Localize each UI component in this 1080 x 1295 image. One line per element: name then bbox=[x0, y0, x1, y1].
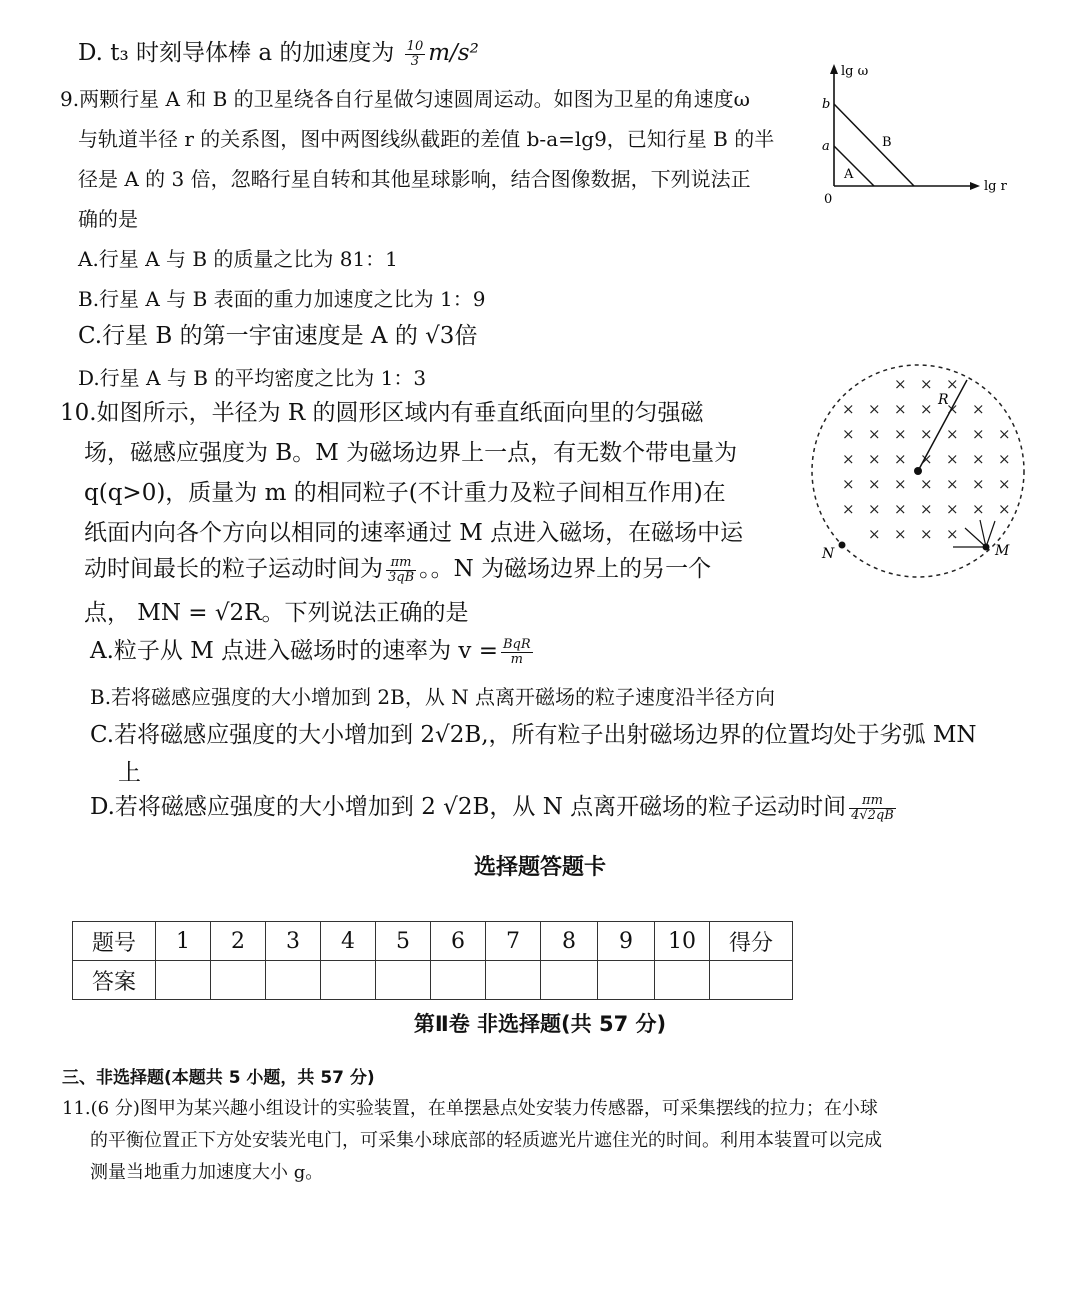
field-x-mark: × bbox=[998, 500, 1011, 518]
q11-line-2: 的平衡位置正下方处安装光电门，可采集小球底部的轻质遮光片遮住光的时间。利用本装置可以完成 bbox=[90, 1130, 882, 1151]
q11-line-1: 11.(6 分)图甲为某兴趣小组设计的实验装置，在单摆悬点处安装力传感器，可采集摆线的拉力；在小球 bbox=[62, 1098, 878, 1119]
q10-stem-line-5 bbox=[84, 554, 711, 585]
field-x-mark: × bbox=[868, 400, 881, 418]
header-cell: 10 bbox=[655, 922, 710, 961]
field-x-mark: × bbox=[972, 450, 985, 468]
y-axis-arrow-icon bbox=[830, 64, 838, 74]
field-x-mark: × bbox=[894, 475, 907, 493]
field-x-mark: × bbox=[946, 475, 959, 493]
section-3-title: 三、非选择题(本题共 5 小题，共 57 分) bbox=[62, 1068, 375, 1088]
header-cell: 1 bbox=[156, 922, 211, 961]
q10-option-c-line-1: C.若将磁感应强度的大小增加到 2√2B,，所有粒子出射磁场边界的位置均处于劣弧 MN bbox=[90, 722, 977, 748]
curve-a-label: A bbox=[844, 167, 854, 182]
field-x-mark: × bbox=[920, 475, 933, 493]
field-x-mark: × bbox=[894, 400, 907, 418]
field-x-mark: × bbox=[894, 450, 907, 468]
point-n-label: N bbox=[822, 546, 835, 562]
field-x-mark: × bbox=[920, 425, 933, 443]
q10-stem-5-tail: 。。N 为磁场边界上的另一个 bbox=[419, 556, 712, 582]
velocity-arrow bbox=[986, 521, 995, 547]
q10-option-d bbox=[90, 792, 899, 823]
fraction-denominator: 3 bbox=[410, 53, 420, 69]
answer-cell[interactable] bbox=[266, 961, 321, 1000]
q8-option-d-text: D. t₃ 时刻导体棒 a 的加速度为 bbox=[78, 40, 395, 66]
velocity-arrows bbox=[953, 520, 995, 547]
q10-option-c-line-2: 上 bbox=[118, 760, 141, 786]
field-x-mark: × bbox=[842, 500, 855, 518]
header-cell: 8 bbox=[541, 922, 598, 961]
x-axis-arrow-icon bbox=[970, 182, 980, 190]
q9-stem-line-3: 径是 A 的 3 倍，忽略行星自转和其他星球影响，结合图像数据，下列说法正 bbox=[78, 167, 751, 191]
q9-option-a: A.行星 A 与 B 的质量之比为 81：1 bbox=[78, 247, 398, 271]
header-cell: 9 bbox=[598, 922, 655, 961]
field-x-mark: × bbox=[868, 425, 881, 443]
q9-stem-line-2: 与轨道半径 r 的关系图，图中两图线纵截距的差值 b-a=lg9，已知行星 B 的半 bbox=[78, 127, 775, 151]
q9-option-b: B.行星 A 与 B 表面的重力加速度之比为 1：9 bbox=[78, 287, 486, 311]
answer-cell[interactable] bbox=[541, 961, 598, 1000]
field-x-mark: × bbox=[946, 500, 959, 518]
field-marks-group bbox=[842, 375, 1011, 543]
q10-option-d-fraction bbox=[849, 794, 896, 823]
header-cell: 2 bbox=[211, 922, 266, 961]
q10-stem-line-1: 10.如图所示，半径为 R 的圆形区域内有垂直纸面向里的匀强磁 bbox=[60, 400, 704, 426]
field-x-mark: × bbox=[998, 425, 1011, 443]
radius-label: R bbox=[938, 392, 949, 408]
field-x-mark: × bbox=[998, 450, 1011, 468]
fraction-numerator: BqR bbox=[502, 636, 531, 652]
fraction-numerator: πm bbox=[849, 794, 896, 809]
field-x-mark: × bbox=[842, 425, 855, 443]
q9-graph bbox=[812, 60, 1012, 210]
fraction-denominator: 4√2qB bbox=[851, 807, 894, 823]
part-2-title: 第Ⅱ卷 非选择题(共 57 分) bbox=[413, 1012, 667, 1036]
fraction-numerator: πm bbox=[386, 556, 416, 571]
q10-option-a-fraction bbox=[501, 638, 533, 667]
field-x-mark: × bbox=[920, 525, 933, 543]
q10-time-fraction bbox=[386, 556, 416, 585]
field-x-mark: × bbox=[920, 500, 933, 518]
field-x-mark: × bbox=[972, 500, 985, 518]
answer-cell[interactable] bbox=[321, 961, 376, 1000]
header-cell: 6 bbox=[431, 922, 486, 961]
answer-card-table bbox=[72, 921, 793, 1000]
q10-stem-line-2: 场，磁感应强度为 B。M 为磁场边界上一点，有无数个带电量为 bbox=[84, 440, 738, 466]
q10-stem-line-3: q(q>0)，质量为 m 的相同粒子(不计重力及粒子间相互作用)在 bbox=[84, 480, 726, 506]
field-x-mark: × bbox=[868, 500, 881, 518]
answer-cell[interactable] bbox=[156, 961, 211, 1000]
q9-option-c: C.行星 B 的第一宇宙速度是 A 的 √3倍 bbox=[78, 323, 478, 349]
field-x-mark: × bbox=[972, 475, 985, 493]
origin-label: 0 bbox=[824, 192, 833, 207]
field-x-mark: × bbox=[842, 450, 855, 468]
field-x-mark: × bbox=[946, 375, 959, 393]
field-x-mark: × bbox=[868, 450, 881, 468]
field-x-mark: × bbox=[894, 375, 907, 393]
center-dot bbox=[914, 467, 922, 475]
q10-option-b: B.若将磁感应强度的大小增加到 2B，从 N 点离开磁场的粒子速度沿半径方向 bbox=[90, 685, 776, 709]
line-a bbox=[834, 146, 874, 186]
q10-stem-5-text: 动时间最长的粒子运动时间为 bbox=[84, 556, 383, 582]
field-x-mark: × bbox=[972, 425, 985, 443]
field-x-mark: × bbox=[894, 425, 907, 443]
field-x-mark: × bbox=[894, 525, 907, 543]
field-x-mark: × bbox=[894, 500, 907, 518]
score-cell[interactable] bbox=[710, 961, 793, 1000]
answer-cell[interactable] bbox=[211, 961, 266, 1000]
curve-b-label: B bbox=[882, 135, 892, 150]
table-row bbox=[73, 961, 793, 1000]
field-x-mark: × bbox=[946, 450, 959, 468]
field-x-mark: × bbox=[920, 450, 933, 468]
header-cell: 3 bbox=[266, 922, 321, 961]
field-x-mark: × bbox=[842, 400, 855, 418]
table-row bbox=[73, 922, 793, 961]
answer-cell[interactable] bbox=[376, 961, 431, 1000]
fraction-numerator: 10 bbox=[406, 38, 424, 54]
q10-option-d-text: D.若将磁感应强度的大小增加到 2 √2B，从 N 点离开磁场的粒子运动时间 bbox=[90, 794, 847, 820]
field-x-mark: × bbox=[946, 525, 959, 543]
point-n-dot bbox=[839, 542, 846, 549]
field-x-mark: × bbox=[946, 425, 959, 443]
q9-option-d: D.行星 A 与 B 的平均密度之比为 1：3 bbox=[78, 366, 427, 390]
fraction-denominator: m bbox=[510, 651, 523, 667]
y-axis-label: lg ω bbox=[841, 64, 869, 79]
q8-option-d bbox=[78, 38, 479, 69]
answer-cell[interactable] bbox=[431, 961, 486, 1000]
field-x-mark: × bbox=[946, 400, 959, 418]
answer-card-title: 选择题答题卡 bbox=[473, 855, 606, 880]
q9-stem-line-1: 9.两颗行星 A 和 B 的卫星绕各自行星做匀速圆周运动。如图为卫星的角速度ω bbox=[60, 87, 750, 111]
q11-line-3: 测量当地重力加速度大小 g。 bbox=[90, 1162, 324, 1183]
field-x-mark: × bbox=[972, 400, 985, 418]
q9-stem-line-4: 确的是 bbox=[78, 207, 138, 231]
field-x-mark: × bbox=[842, 475, 855, 493]
row-label-cell: 答案 bbox=[73, 961, 156, 1000]
q10-magnetic-field-figure bbox=[805, 358, 1031, 584]
field-x-mark: × bbox=[998, 475, 1011, 493]
field-x-mark: × bbox=[868, 475, 881, 493]
fraction-denominator: 3qB bbox=[388, 569, 415, 585]
q10-option-a-text: A.粒子从 M 点进入磁场时的速率为 v = bbox=[90, 638, 498, 664]
tick-b-label: b bbox=[822, 97, 831, 112]
x-axis-label: lg r bbox=[984, 179, 1007, 194]
q10-option-a bbox=[90, 636, 536, 667]
field-x-mark: × bbox=[920, 375, 933, 393]
tick-a-label: a bbox=[822, 139, 830, 154]
header-cell: 得分 bbox=[710, 922, 793, 961]
header-cell: 5 bbox=[376, 922, 431, 961]
answer-cell[interactable] bbox=[598, 961, 655, 1000]
q8-option-d-unit: m/s² bbox=[428, 40, 479, 66]
header-cell: 7 bbox=[486, 922, 541, 961]
answer-cell[interactable] bbox=[486, 961, 541, 1000]
point-m-label: M bbox=[995, 543, 1010, 559]
header-cell: 题号 bbox=[73, 922, 156, 961]
q8-option-d-fraction bbox=[405, 40, 426, 69]
header-cell: 4 bbox=[321, 922, 376, 961]
answer-cell[interactable] bbox=[655, 961, 710, 1000]
field-x-mark: × bbox=[920, 400, 933, 418]
field-x-mark: × bbox=[868, 525, 881, 543]
q10-stem-line-4: 纸面内向各个方向以相同的速率通过 M 点进入磁场，在磁场中运 bbox=[84, 520, 744, 546]
q10-stem-line-6: 点， MN = √2R。下列说法正确的是 bbox=[84, 600, 469, 626]
